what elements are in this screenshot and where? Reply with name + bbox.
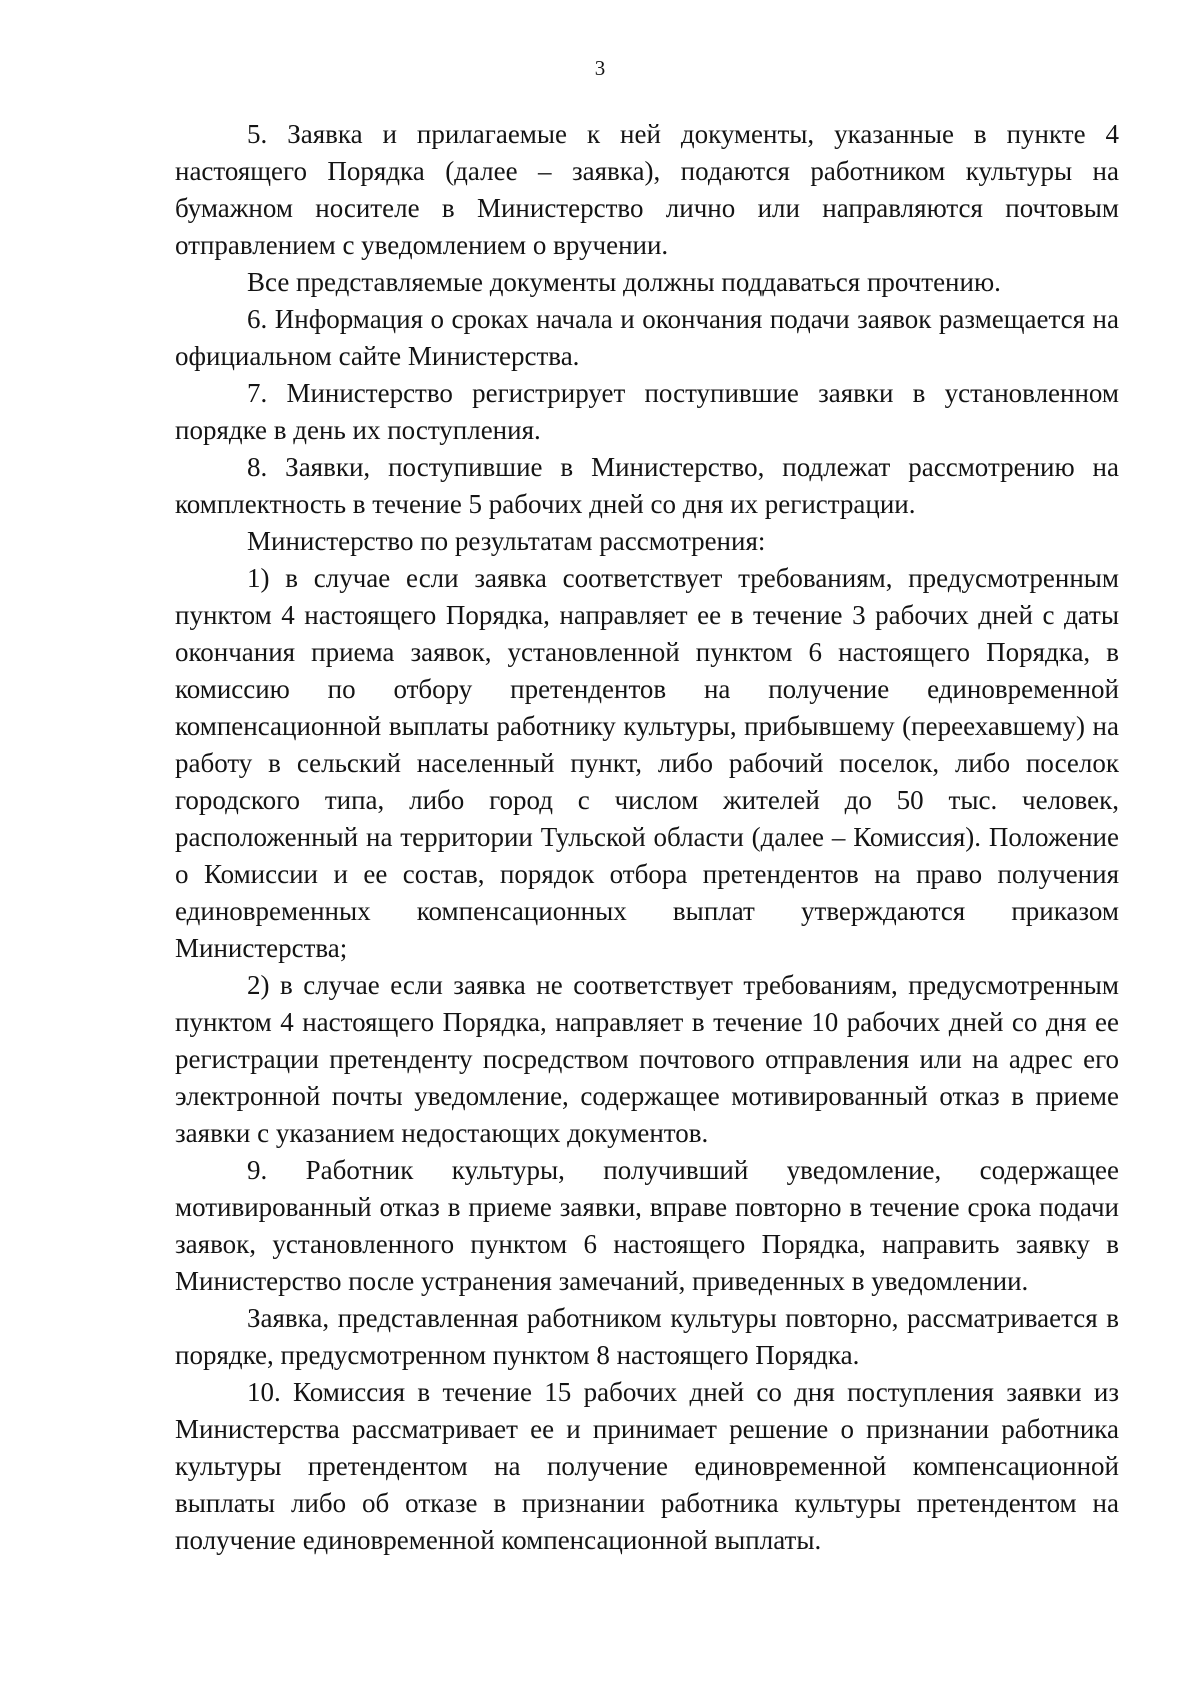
paragraph-resubmission: Заявка, представленная работником культуры повторно, рассматривается в порядке, предусмотренном пунктом 8 настоящего Порядка. bbox=[175, 1303, 1119, 1370]
paragraph-ministry-results: Министерство по результатам рассмотрения: bbox=[247, 526, 766, 556]
document-body bbox=[175, 116, 1119, 1559]
paragraph-10: 10. Комиссия в течение 15 рабочих дней со дня поступления заявки из Министерства рассматривает ее и принимает решение о признании работника культуры претендентом на получение единовременной компенсационной выплаты либо об отказе в признании работника культуры претендентом на получение единовременной компенсационной выплаты. bbox=[175, 1377, 1119, 1555]
paragraph-9: 9. Работник культуры, получивший уведомление, содержащее мотивированный отказ в приеме заявки, вправе повторно в течение срока подачи заявок, установленного пунктом 6 настоящего Порядка, направить заявку в Министерство после устранения замечаний, приведенных в уведомлении. bbox=[175, 1155, 1119, 1296]
paragraph-5: 5. Заявка и прилагаемые к ней документы, указанные в пункте 4 настоящего Порядка (далее – заявка), подаются работником культуры на бумажном носителе в Министерство лично или направляются почтовым отправлением с уведомлением о вручении. bbox=[175, 119, 1119, 260]
paragraph-7: 7. Министерство регистрирует поступившие заявки в установленном порядке в день их поступления. bbox=[175, 378, 1119, 445]
paragraph-8-item-2: 2) в случае если заявка не соответствует требованиям, предусмотренным пунктом 4 настоящего Порядка, направляет в течение 10 рабочих дней со дня ее регистрации претенденту посредством почтового отправления или на адрес его электронной почты уведомление, содержащее мотивированный отказ в приеме заявки с указанием недостающих документов. bbox=[175, 970, 1119, 1148]
page-number: 3 bbox=[594, 56, 606, 80]
paragraph-8: 8. Заявки, поступившие в Министерство, подлежат рассмотрению на комплектность в течение 5 рабочих дней со дня их регистрации. bbox=[175, 452, 1119, 519]
paragraph-8-item-1: 1) в случае если заявка соответствует требованиям, предусмотренным пунктом 4 настоящего Порядка, направляет ее в течение 3 рабочих дней с даты окончания приема заявок, установленной пунктом 6 настоящего Порядка, в комиссию по отбору претендентов на получение единовременной компенсационной выплаты работнику культуры, прибывшему (переехавшему) на работу в сельский населенный пункт, либо рабочий поселок, либо поселок городского типа, либо город с числом жителей до 50 тыс. человек, расположенный на территории Тульской области (далее – Комиссия). Положение о Комиссии и ее состав, порядок отбора претендентов на право получения единовременных компенсационных выплат утверждаются приказом Министерства; bbox=[175, 563, 1119, 963]
paragraph-6: 6. Информация о сроках начала и окончания подачи заявок размещается на официальном сайте Министерства. bbox=[175, 304, 1119, 371]
paragraph-documents-readable: Все представляемые документы должны поддаваться прочтению. bbox=[247, 267, 1001, 297]
